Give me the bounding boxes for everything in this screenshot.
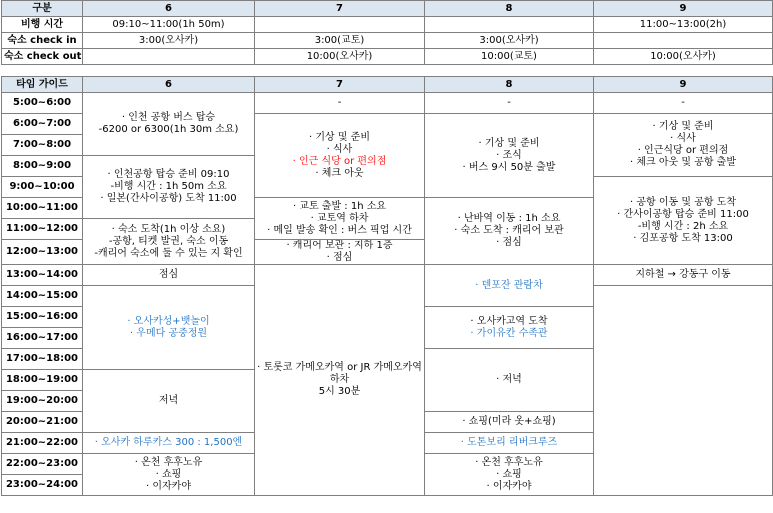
day6-hotel-arrive [83,219,255,265]
cell-line: · 기상 및 준비 [478,137,540,149]
flight-row [2,17,773,33]
day8-morning [425,114,594,198]
day8-dash: - [425,93,594,114]
flight-day-9: 11:00~13:00(2h) [594,17,773,33]
guide-header-label: 타임 가이드 [2,77,83,93]
guide-header-day-9: 9 [594,77,773,93]
cell-line: · 숙소 도착(1h 이상 소요) [111,223,226,235]
flight-label: 비행 시간 [2,17,83,33]
day6-lunch: 점심 [83,265,255,286]
cell-line: · 일본(간사이공항) 도착 11:00 [100,193,237,204]
cell-line: · 기상 및 준비 [308,131,370,143]
day7-luggage [255,240,425,265]
cell-line: · 온천 후후노유 [134,456,203,468]
day8-dinner: · 저녁 [425,349,594,412]
day8-namba [425,198,594,265]
time-label: 21:00~22:00 [2,433,83,454]
cell-line: · 조식 [496,149,522,161]
cell-line: · 쇼핑 [155,468,182,480]
cell-line: · 온천 후후노유 [475,456,543,468]
cell-line: · 메일 발송 확인 : 버스 픽업 시간 [267,224,412,236]
cell-line-red: · 인근 식당 or 편의점 [292,155,387,167]
day9-empty [594,286,773,496]
cell-line: · 체크 아웃 [315,167,364,179]
header-day-9: 9 [594,1,773,17]
checkout-day-9: 10:00(오사카) [594,49,773,65]
cell-line: · 버스 9시 50분 출발 [462,161,556,173]
checkout-day-7: 10:00(오사카) [255,49,425,65]
flight-day-6: 09:10~11:00(1h 50m) [83,17,255,33]
cell-line: · 점심 [326,252,353,263]
checkout-day-8: 10:00(교토) [425,49,594,65]
guide-header-row [2,77,773,93]
cell-line: · 인근식당 or 편의점 [637,145,729,156]
day6-onsen [83,454,255,496]
cell-line: · 체크 아웃 및 공항 출발 [629,157,736,168]
guide-header-day-6: 6 [83,77,255,93]
checkin-day-7: 3:00(교토) [255,33,425,49]
cell-line: 5시 30분 [318,386,361,397]
top-header-row [2,1,773,17]
cell-line: -캐리어 숙소에 둘 수 있는 지 확인 [94,247,243,259]
day8-aquarium [425,307,594,349]
spacer [2,65,773,77]
time-label: 18:00~19:00 [2,370,83,391]
cell-line: · 식사 [670,133,696,144]
cell-line: -비행 시간 : 1h 50m 소요 [110,181,227,192]
checkin-day-8: 3:00(오사카) [425,33,594,49]
cell-line: · 식사 [326,143,353,155]
time-label: 12:00~13:00 [2,240,83,265]
day6-osaka-castle [83,286,255,370]
checkin-day-9 [594,33,773,49]
schedule-table [1,0,773,496]
day7-kyoto-depart [255,198,425,240]
day8-shopping: · 쇼핑(미라 옷+쇼핑) [425,412,594,433]
cell-line: · 숙소 도착 : 캐리어 보관 [454,225,564,236]
time-label: 17:00~18:00 [2,349,83,370]
cell-line: · 캐리어 보관 : 지하 1층 [286,240,393,251]
cell-line-blue: · 오사카성+뱃놀이 [127,315,210,327]
cell-line: -공항, 티켓 발권, 숙소 이동 [108,235,229,247]
time-label: 7:00~8:00 [2,135,83,156]
cell-line: · 점심 [496,237,522,248]
header-day-6: 6 [83,1,255,17]
day9-dash: - [594,93,773,114]
time-label: 23:00~24:00 [2,475,83,496]
flight-day-8 [425,17,594,33]
time-label: 15:00~16:00 [2,307,83,328]
header-day-7: 7 [255,1,425,17]
cell-line: · 김포공항 도착 13:00 [633,232,733,244]
time-label: 14:00~15:00 [2,286,83,307]
cell-line: · 이자카야 [486,480,532,492]
cell-line: · 간사이공항 탑승 준비 11:00 [617,208,749,220]
cell-line: 하차 [329,374,350,385]
time-label: 9:00~10:00 [2,177,83,198]
guide-header-day-7: 7 [255,77,425,93]
time-label: 20:00~21:00 [2,412,83,433]
time-row [2,93,773,114]
time-label: 10:00~11:00 [2,198,83,219]
cell-line: · 이자카야 [146,480,191,492]
time-row [2,265,773,286]
day7-dash: - [255,93,425,114]
time-label: 11:00~12:00 [2,219,83,240]
day6-harukas: · 오사카 하루카스 300 : 1,500엔 [83,433,255,454]
day7-kameoka [255,265,425,496]
checkin-label: 숙소 check in [2,33,83,49]
cell-line-blue: · 가이유칸 수족관 [470,327,548,339]
cell-line: · 교토 출발 : 1h 소요 [292,200,387,212]
flight-day-7 [255,17,425,33]
day7-morning [255,114,425,198]
time-label: 16:00~17:00 [2,328,83,349]
cell-line: · 토롯코 가메오카역 or JR 가메오카역 [257,362,422,373]
cell-line: · 기상 및 준비 [652,121,714,132]
day6-dinner: 저녁 [83,370,255,433]
day6-airport-bus [83,93,255,156]
day6-flight [83,156,255,219]
cell-line: -6200 or 6300(1h 30m 소요) [98,124,239,135]
cell-line: · 인천 공항 버스 탑승 [121,112,216,123]
day8-river-cruise: · 도톤보리 리버크루즈 [425,433,594,454]
cell-line: · 인천공항 탑승 준비 09:10 [107,169,230,180]
time-label: 6:00~7:00 [2,114,83,135]
day9-morning [594,114,773,177]
checkout-day-6 [83,49,255,65]
time-label: 22:00~23:00 [2,454,83,475]
cell-line: · 난바역 이동 : 1h 소요 [457,213,561,224]
day8-tempozan: · 덴포잔 관람차 [425,265,594,307]
header-category: 구분 [2,1,83,17]
cell-line: · 교토역 하차 [310,212,369,224]
guide-header-day-8: 8 [425,77,594,93]
header-day-8: 8 [425,1,594,17]
checkout-label: 숙소 check out [2,49,83,65]
spacer-row [2,65,773,77]
time-label: 19:00~20:00 [2,391,83,412]
day9-subway: 지하철 → 강동구 이동 [594,265,773,286]
time-label: 13:00~14:00 [2,265,83,286]
time-label: 5:00~6:00 [2,93,83,114]
cell-line: · 쇼핑 [496,468,522,480]
time-label: 8:00~9:00 [2,156,83,177]
cell-line-blue: · 우메다 공중정원 [129,327,208,339]
day9-airport [594,177,773,265]
cell-line: -비행 시간 : 2h 소요 [637,220,729,232]
day8-onsen [425,454,594,496]
checkin-day-6: 3:00(오사카) [83,33,255,49]
cell-line: · 오사카고역 도착 [470,315,548,327]
checkout-row [2,49,773,65]
checkin-row [2,33,773,49]
cell-line: · 공항 이동 및 공항 도착 [629,196,736,208]
